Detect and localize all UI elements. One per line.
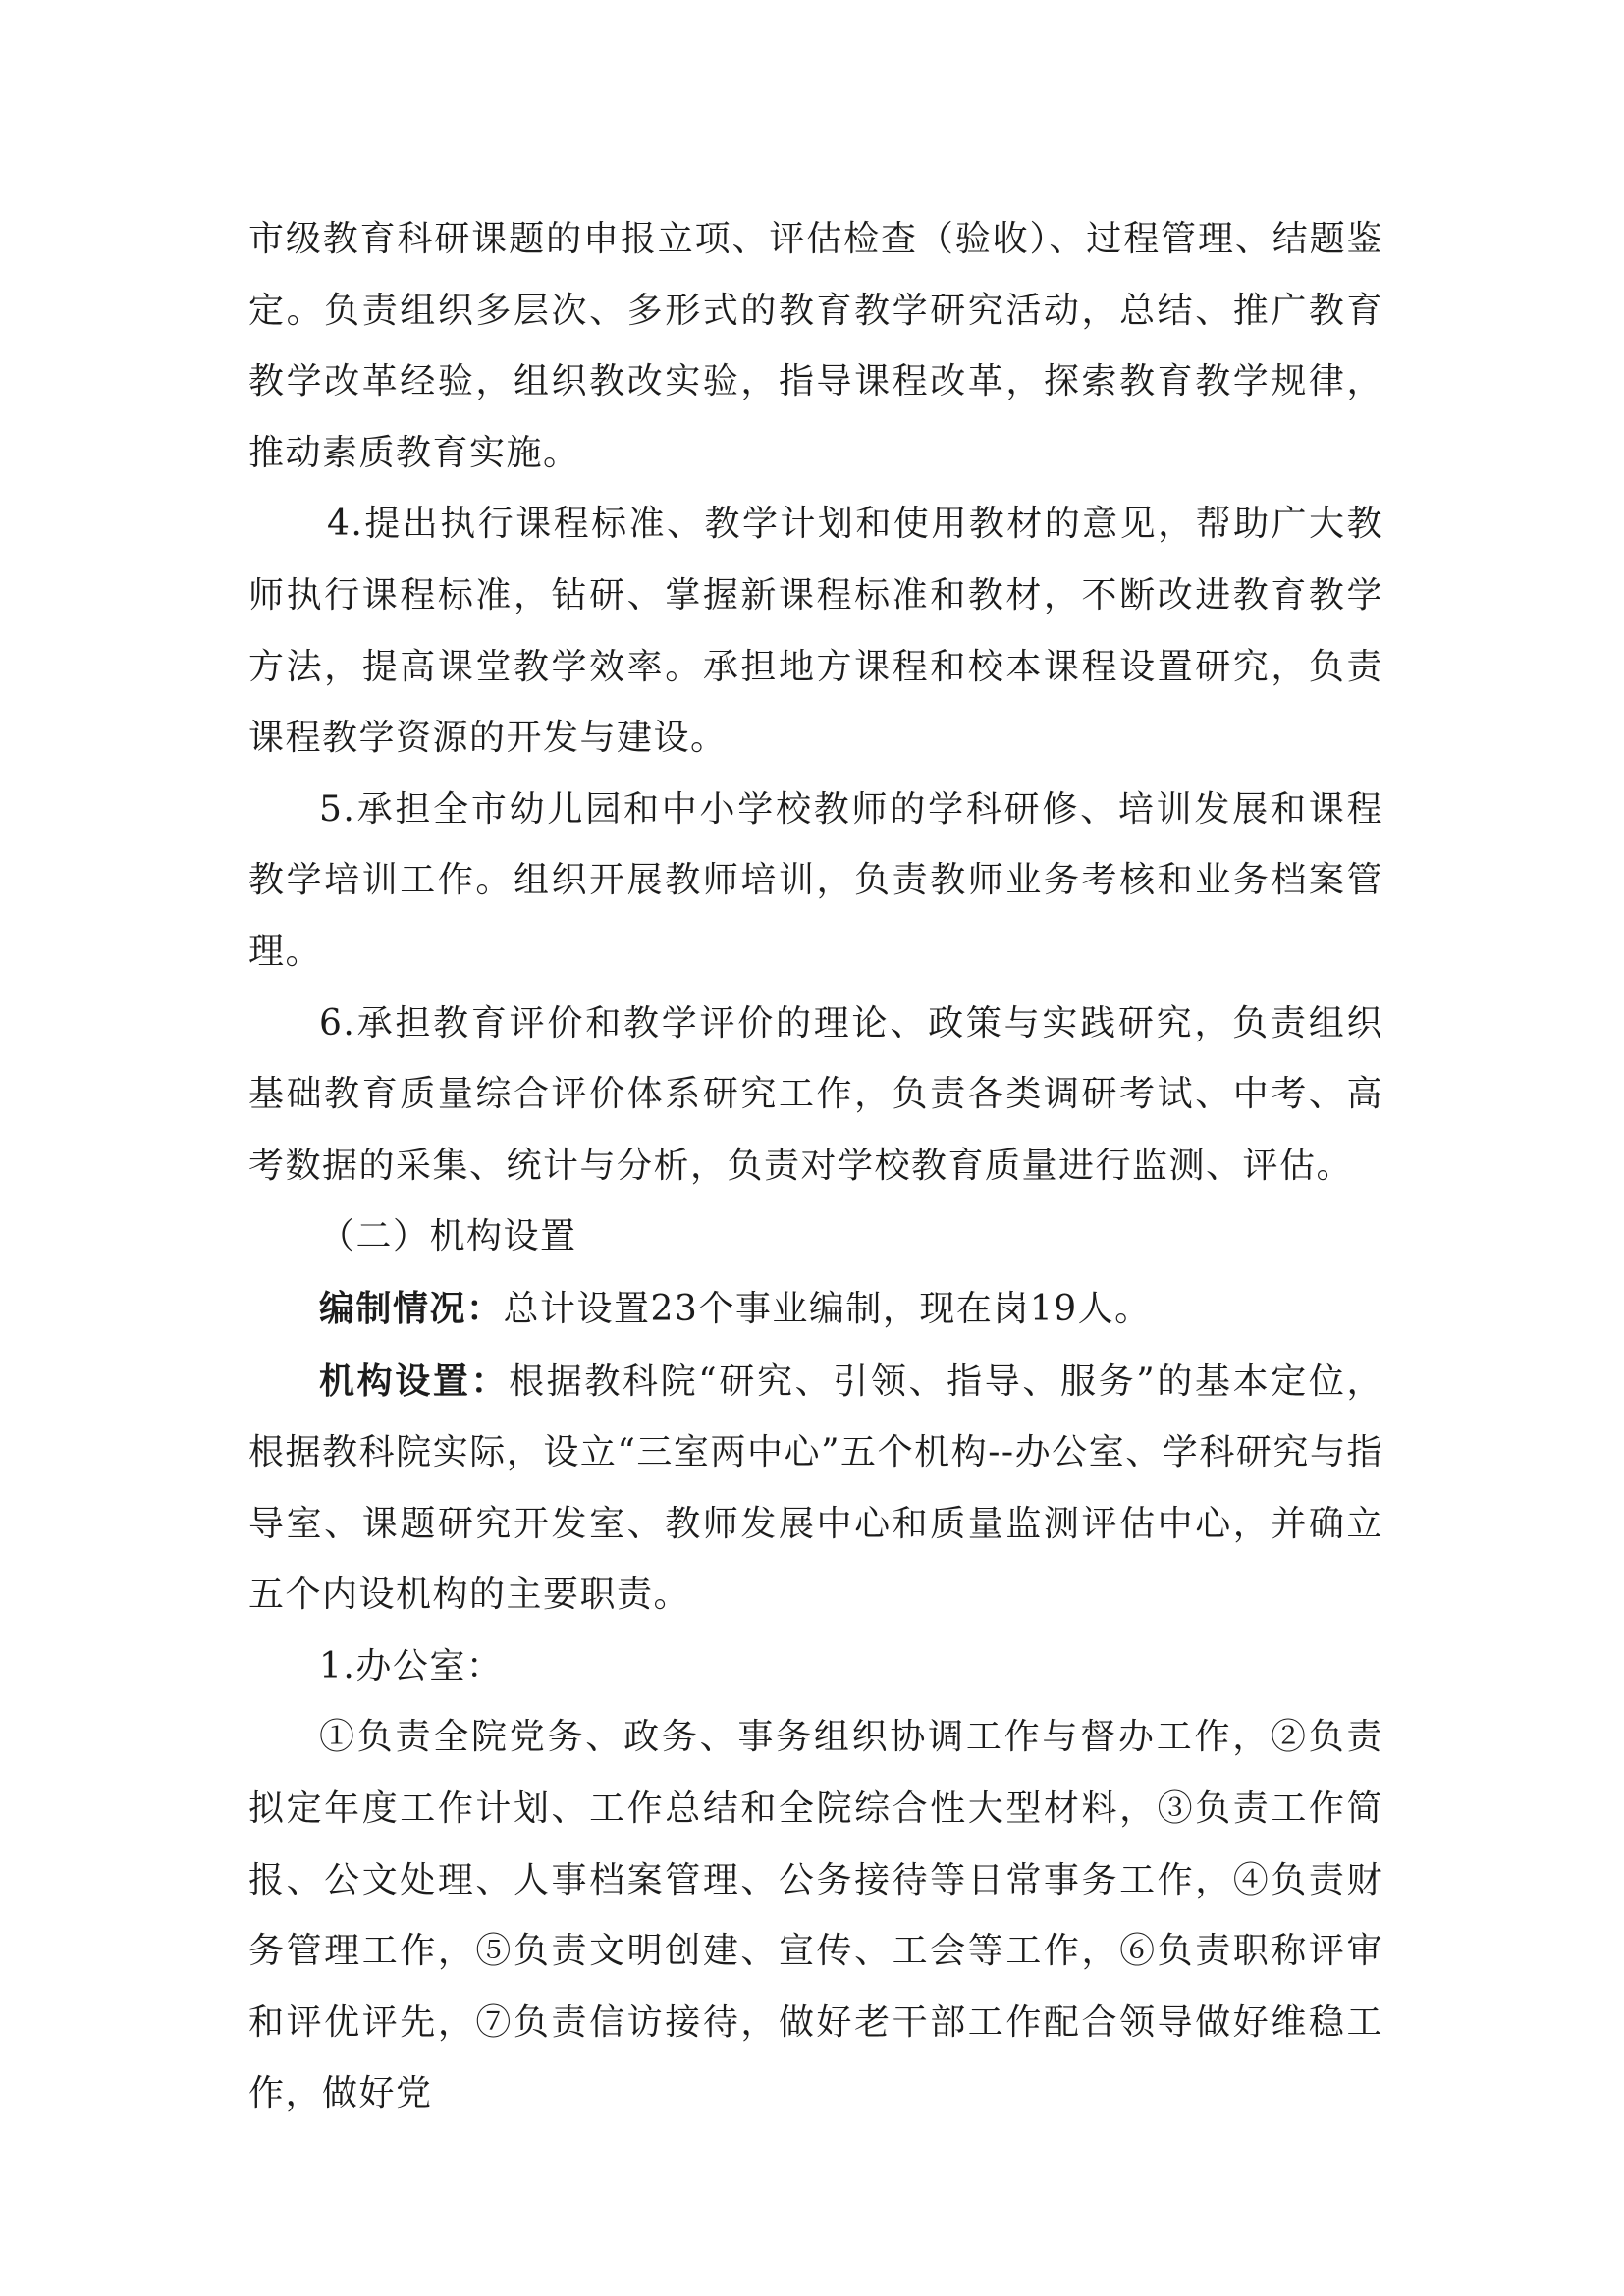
paragraph-item-6: 6.承担教育评价和教学评价的理论、政策与实践研究，负责组织基础教育质量综合评价体系研究工作，负责各类调研考试、中考、高考数据的采集、统计与分析，负责对学校教育质量进行监测、评估。 [248,1002,1383,1186]
staffing-text: 总计设置23个事业编制，现在岗19人。 [503,1288,1152,1329]
subheading-office: 1.办公室： [319,1645,504,1686]
org-setup-label: 机构设置： [319,1360,510,1402]
paragraph-office-duties: ①负责全院党务、政务、事务组织协调工作与督办工作，②负责拟定年度工作计划、工作总结和全院综合性大型材料，③负责工作简报、公文处理、人事档案管理、公务接待等日常事务工作，④负责财务管理工作，⑤负责文明创建、宣传、工会等工作，⑥负责职称评审和评优评先，⑦负责信访接待，做好老干部工作配合领导做好维稳工作，做好党 [248,1717,1383,2114]
section-heading-organization: （二）机构设置 [319,1216,577,1257]
paragraph-org-setup [248,1346,1383,1631]
paragraph-staffing [248,1273,1383,1346]
paragraph-research-projects: 市级教育科研课题的申报立项、评估检查（验收）、过程管理、结题鉴定。负责组织多层次、多形式的教育教学研究活动，总结、推广教育教学改革经验，组织教改实验，指导课程改革，探索教育教学规律，推动素质教育实施。 [248,219,1383,473]
document-body [248,204,1383,2130]
paragraph-item-5: 5.承担全市幼儿园和中小学校教师的学科研修、培训发展和课程教学培训工作。组织开展教师培训，负责教师业务考核和业务档案管理。 [248,788,1383,972]
org-setup-text: 根据教科院“研究、引领、指导、服务”的基本定位，根据教科院实际，设立“三室两中心”五个机构--办公室、学科研究与指导室、课题研究开发室、教师发展中心和质量监测评估中心，并确立五个内设机构的主要职责。 [248,1361,1383,1616]
staffing-label: 编制情况： [319,1287,504,1329]
paragraph-item-4: 4.提出执行课程标准、教学计划和使用教材的意见，帮助广大教师执行课程标准，钻研、掌握新课程标准和教材，不断改进教育教学方法，提高课堂教学效率。承担地方课程和校本课程设置研究，负责课程教学资源的开发与建设。 [248,504,1383,759]
